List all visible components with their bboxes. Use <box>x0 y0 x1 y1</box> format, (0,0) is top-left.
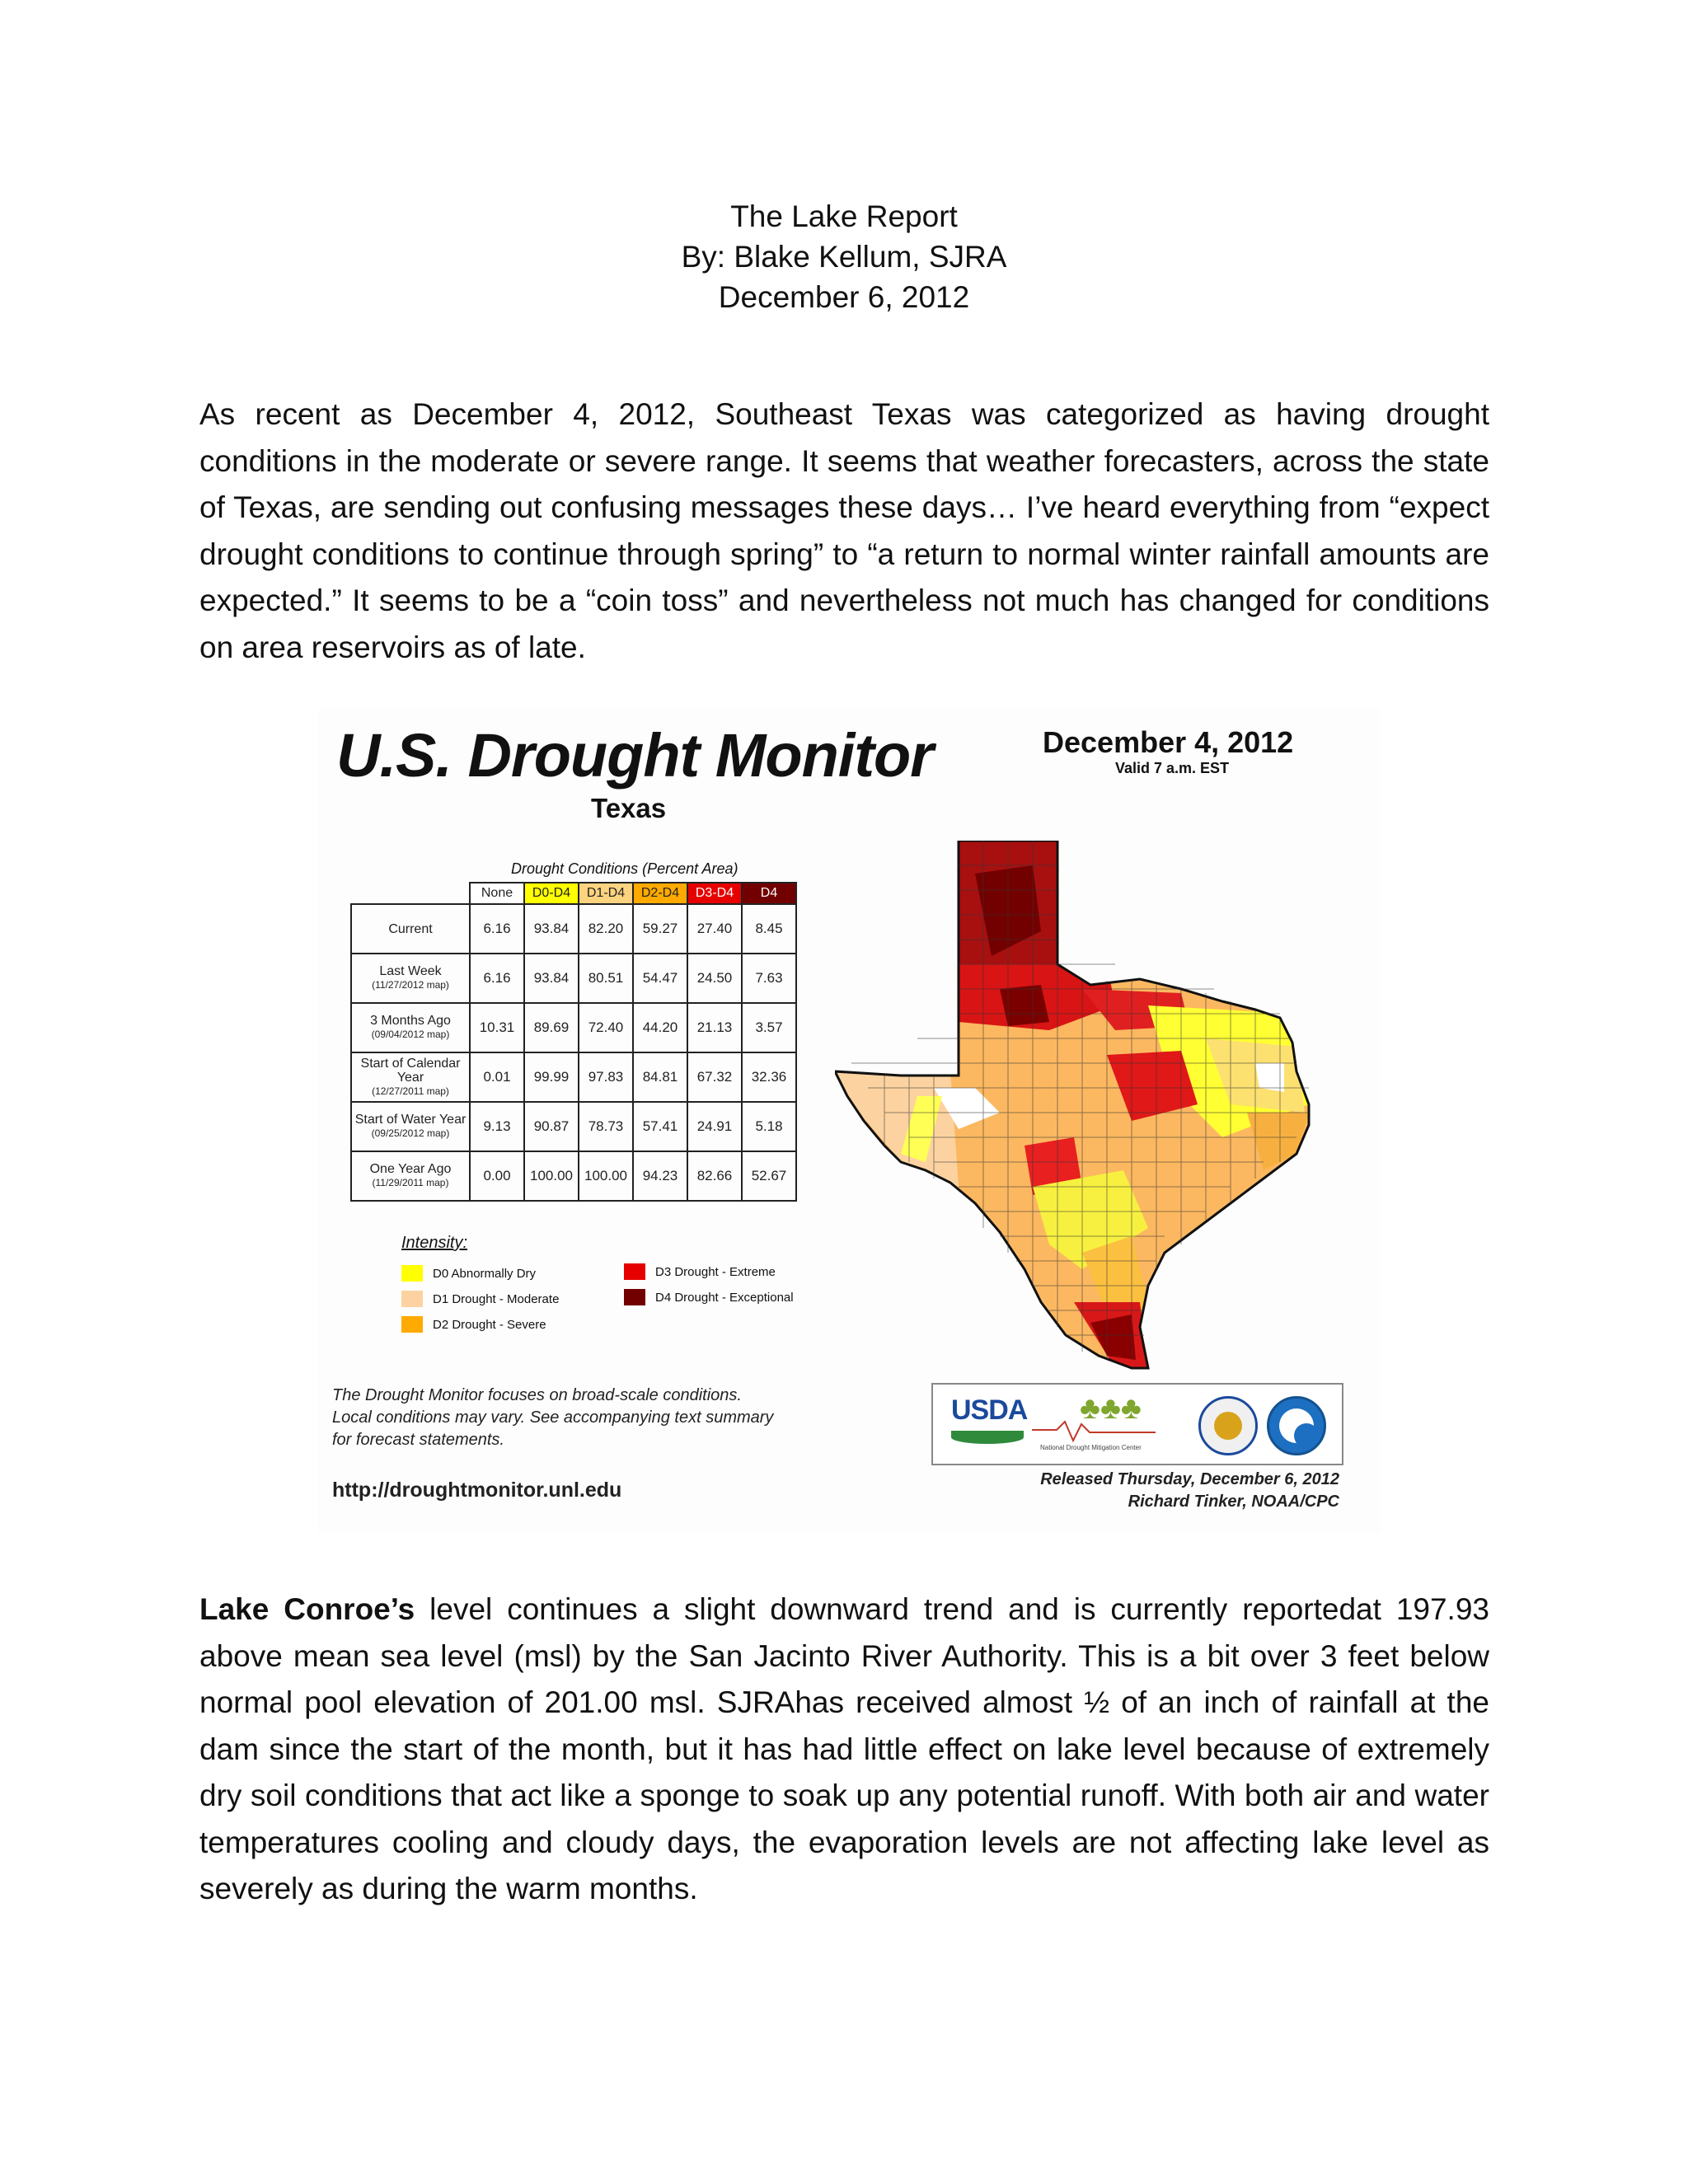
legend-item <box>401 1316 546 1333</box>
table-row-label <box>351 1003 470 1052</box>
table-cell: 100.00 <box>579 1151 633 1201</box>
table-cell: 99.99 <box>524 1052 579 1102</box>
row-label-text: Current <box>388 921 433 936</box>
legend-swatch <box>624 1289 645 1305</box>
lake-conroe-paragraph <box>199 1586 1489 1913</box>
intensity-title: Intensity: <box>401 1234 468 1252</box>
texas-drought-map <box>835 841 1338 1418</box>
legend-label: D1 Drought - Moderate <box>433 1291 560 1306</box>
table-row-label <box>351 904 470 954</box>
table-cell: 24.91 <box>687 1102 742 1151</box>
note-line-2: Local conditions may vary. See accompanying text summary <box>332 1408 774 1427</box>
table-row <box>351 954 796 1003</box>
commerce-seal-icon <box>1198 1396 1258 1455</box>
table-cell: 72.40 <box>579 1003 633 1052</box>
ndmc-tree-icon: ♣♣♣ <box>1080 1391 1142 1426</box>
table-row <box>351 1102 796 1151</box>
row-label-text: One Year Ago <box>369 1162 452 1176</box>
table-cell: 89.69 <box>524 1003 579 1052</box>
noaa-logo-icon <box>1267 1396 1326 1455</box>
table-cell: 0.01 <box>470 1052 524 1102</box>
report-date: December 6, 2012 <box>718 280 970 314</box>
table-cell: 3.57 <box>742 1003 796 1052</box>
table-row-label <box>351 1151 470 1201</box>
table-cell: 52.67 <box>742 1151 796 1201</box>
drought-monitor-date: December 4, 2012 <box>1043 725 1294 759</box>
legend-swatch <box>401 1316 423 1333</box>
table-row-label <box>351 1102 470 1151</box>
table-cell: 59.27 <box>633 904 687 954</box>
row-label-date: (09/04/2012 map) <box>371 1029 450 1040</box>
table-cell: 0.00 <box>470 1151 524 1201</box>
table-cell: 10.31 <box>470 1003 524 1052</box>
agency-logos <box>931 1383 1343 1465</box>
table-cell: 84.81 <box>633 1052 687 1102</box>
table-cell: 27.40 <box>687 904 742 954</box>
table-cell: 82.20 <box>579 904 633 954</box>
ndmc-label: National Drought Mitigation Center <box>1040 1444 1142 1451</box>
legend-label: D0 Abnormally Dry <box>433 1266 537 1281</box>
table-cell: 93.84 <box>524 904 579 954</box>
legend-label: D2 Drought - Severe <box>433 1317 546 1332</box>
legend-swatch <box>401 1291 423 1307</box>
drought-monitor-valid: Valid 7 a.m. EST <box>1115 760 1230 776</box>
table-row <box>351 1151 796 1201</box>
legend-item <box>401 1291 559 1307</box>
report-byline: By: Blake Kellum, SJRA <box>681 240 1007 274</box>
table-cell: 5.18 <box>742 1102 796 1151</box>
row-label-text: Start of Water Year <box>354 1113 467 1127</box>
table-cell: 6.16 <box>470 904 524 954</box>
table-cell: 44.20 <box>633 1003 687 1052</box>
table-col-header: D3-D4 <box>687 883 742 904</box>
table-cell: 97.83 <box>579 1052 633 1102</box>
table-cell: 90.87 <box>524 1102 579 1151</box>
legend-item <box>624 1289 794 1305</box>
legend-label: D4 Drought - Exceptional <box>655 1290 794 1305</box>
table-cell: 100.00 <box>524 1151 579 1201</box>
table-col-header: D2-D4 <box>633 883 687 904</box>
table-row <box>351 1052 796 1102</box>
table-cell: 32.36 <box>742 1052 796 1102</box>
legend-swatch <box>624 1263 645 1280</box>
row-label-date: (12/27/2011 map) <box>372 1085 449 1097</box>
table-row <box>351 1003 796 1052</box>
usda-logo-bar <box>951 1431 1024 1444</box>
drought-conditions-table <box>350 882 797 1202</box>
table-cell: 78.73 <box>579 1102 633 1151</box>
drought-monitor-title: U.S. Drought Monitor <box>336 721 933 790</box>
note-line-3: for forecast statements. <box>332 1431 504 1449</box>
lake-conroe-bold: Lake Conroe’s <box>199 1592 415 1626</box>
report-title: The Lake Report <box>730 199 958 233</box>
report-header <box>0 196 1688 317</box>
drought-monitor-url[interactable]: http://droughtmonitor.unl.edu <box>332 1479 622 1502</box>
row-label-text: Start of Calendar Year <box>360 1056 461 1085</box>
table-col-header: D0-D4 <box>524 883 579 904</box>
table-cell: 9.13 <box>470 1102 524 1151</box>
drought-monitor-region: Texas <box>591 793 667 823</box>
table-cell: 21.13 <box>687 1003 742 1052</box>
table-cell: 8.45 <box>742 904 796 954</box>
table-cell: 94.23 <box>633 1151 687 1201</box>
table-cell: 82.66 <box>687 1151 742 1201</box>
release-author: Richard Tinker, NOAA/CPC <box>1128 1493 1339 1511</box>
row-label-text: Last Week <box>379 964 442 978</box>
table-col-header: D1-D4 <box>579 883 633 904</box>
drought-monitor-note <box>332 1385 773 1451</box>
legend-item <box>624 1263 776 1280</box>
table-cell: 57.41 <box>633 1102 687 1151</box>
legend-label: D3 Drought - Extreme <box>655 1264 776 1279</box>
legend-swatch <box>401 1265 423 1282</box>
intro-paragraph: As recent as December 4, 2012, Southeast Texas was categorized as having drought conditions in the moderate or severe range. It seems that weather forecasters, across the state of Texas, are sending out confusing messages these days… I’ve heard everything from “expect drought conditions to continue through spring” to “a return to normal winter rainfall amounts are expected.” It seems to be a “coin toss” and nevertheless not much has changed for conditions on area reservoirs as of late. <box>199 397 1489 664</box>
table-col-header: D4 <box>742 883 796 904</box>
row-label-date: (09/25/2012 map) <box>371 1127 450 1139</box>
lake-conroe-text: level continues a slight downward trend and is currently reportedat 197.93 above mean sea level (msl) by the San Jacinto River Authority. This is a bit over 3 feet below normal pool elevation of 201.00 msl. SJRAhas received almost ½ of an inch of rainfall at the dam since the start of the month, but it has had little effect on lake level because of extremely dry soil conditions that act like a sponge to soak up any potential runoff. With both air and water temperatures cooling and cloudy days, the evaporation levels are not affecting lake level as severely as during the warm months. <box>199 1592 1489 1905</box>
release-date: Released Thursday, December 6, 2012 <box>1040 1470 1339 1488</box>
usda-logo: USDA <box>951 1394 1028 1426</box>
table-cell: 24.50 <box>687 954 742 1003</box>
table-cell: 54.47 <box>633 954 687 1003</box>
table-col-header: None <box>470 883 524 904</box>
table-caption: Drought Conditions (Percent Area) <box>511 860 738 877</box>
table-row-label <box>351 1052 470 1102</box>
release-info <box>1040 1469 1339 1513</box>
table-cell: 7.63 <box>742 954 796 1003</box>
row-label-date: (11/27/2012 map) <box>372 979 449 991</box>
table-corner <box>351 883 470 904</box>
table-cell: 67.32 <box>687 1052 742 1102</box>
table-cell: 80.51 <box>579 954 633 1003</box>
note-line-1: The Drought Monitor focuses on broad-scale conditions. <box>332 1386 742 1404</box>
drought-monitor-graphic <box>317 709 1381 1533</box>
table-row <box>351 904 796 954</box>
table-row-label <box>351 954 470 1003</box>
row-label-text: 3 Months Ago <box>370 1014 451 1028</box>
table-cell: 93.84 <box>524 954 579 1003</box>
table-cell: 6.16 <box>470 954 524 1003</box>
row-label-date: (11/29/2011 map) <box>372 1177 449 1188</box>
legend-item <box>401 1265 536 1282</box>
